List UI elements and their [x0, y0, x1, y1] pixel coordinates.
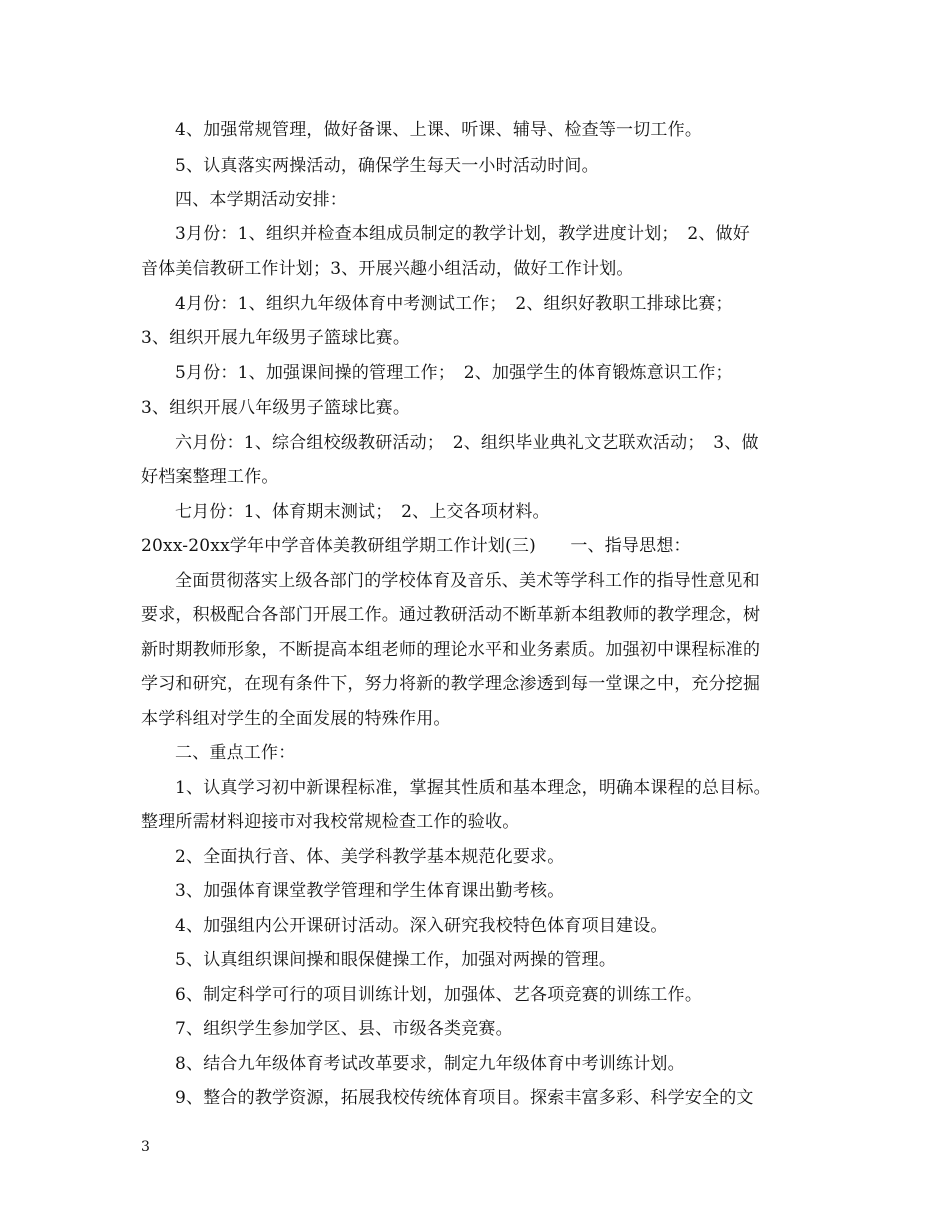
- text-line: 1、认真学习初中新课程标准，掌握其性质和基本理念，明确本课程的总目标。: [175, 778, 771, 798]
- text-line: 2、全面执行音、体、美学科教学基本规范化要求。: [175, 847, 565, 867]
- text-line: 8、结合九年级体育考试改革要求，制定九年级体育中考训练计划。: [175, 1054, 685, 1074]
- text-line: 5月份：1、加强课间操的管理工作； 2、加强学生的体育锻炼意识工作；: [175, 363, 733, 383]
- text-line: 本学科组对学生的全面发展的特殊作用。: [141, 709, 451, 729]
- text-line: 5、认真组织课间操和眼保健操工作，加强对两操的管理。: [175, 950, 617, 970]
- text-line: 要求，积极配合各部门开展工作。通过教研活动不断革新本组教师的教学理念，树: [141, 605, 761, 625]
- text-line: 整理所需材料迎接市对我校常规检查工作的验收。: [141, 812, 520, 832]
- text-line: 3月份：1、组织并检查本组成员制定的教学计划，教学进度计划； 2、做好: [175, 224, 750, 244]
- text-line: 3、组织开展八年级男子篮球比赛。: [141, 398, 411, 418]
- text-line: 好档案整理工作。: [141, 467, 279, 487]
- text-line: 音体美信教研工作计划；3、开展兴趣小组活动，做好工作计划。: [141, 259, 634, 279]
- text-line: 4、加强组内公开课研讨活动。深入研究我校特色体育项目建设。: [175, 916, 668, 936]
- text-line: 新时期教师形象，不断提高本组老师的理论水平和业务素质。加强初中课程标准的: [141, 640, 761, 660]
- section-heading: 二、重点工作：: [175, 743, 296, 763]
- text-line: 全面贯彻落实上级各部门的学校体育及音乐、美术等学科工作的指导性意见和: [175, 571, 760, 591]
- text-line: 六月份：1、综合组校级教研活动； 2、组织毕业典礼文艺联欢活动； 3、做: [175, 433, 759, 453]
- text-line: 7、组织学生参加学区、县、市级各类竞赛。: [175, 1019, 513, 1039]
- document-subtitle: 20xx-20xx学年中学音体美教研组学期工作计划(三) 一、指导思想：: [141, 536, 691, 556]
- text-line: 4、加强常规管理，做好备课、上课、听课、辅导、检查等一切工作。: [175, 120, 703, 140]
- page-number: 3: [141, 1139, 150, 1155]
- text-line: 3、组织开展九年级男子篮球比赛。: [141, 328, 411, 348]
- text-line: 七月份：1、体育期末测试； 2、上交各项材料。: [175, 502, 550, 522]
- text-line: 4月份：1、组织九年级体育中考测试工作； 2、组织好教职工排球比赛；: [175, 294, 733, 314]
- text-line: 6、制定科学可行的项目训练计划，加强体、艺各项竞赛的训练工作。: [175, 985, 703, 1005]
- text-line: 9、整合的教学资源，拓展我校传统体育项目。探索丰富多彩、科学安全的文: [175, 1088, 754, 1108]
- text-line: 5、认真落实两操活动，确保学生每天一小时活动时间。: [175, 156, 599, 176]
- text-line: 学习和研究，在现有条件下，努力将新的教学理念渗透到每一堂课之中，充分挖掘: [141, 674, 761, 694]
- text-line: 3、加强体育课堂教学管理和学生体育课出勤考核。: [175, 881, 565, 901]
- section-heading: 四、本学期活动安排：: [175, 190, 347, 210]
